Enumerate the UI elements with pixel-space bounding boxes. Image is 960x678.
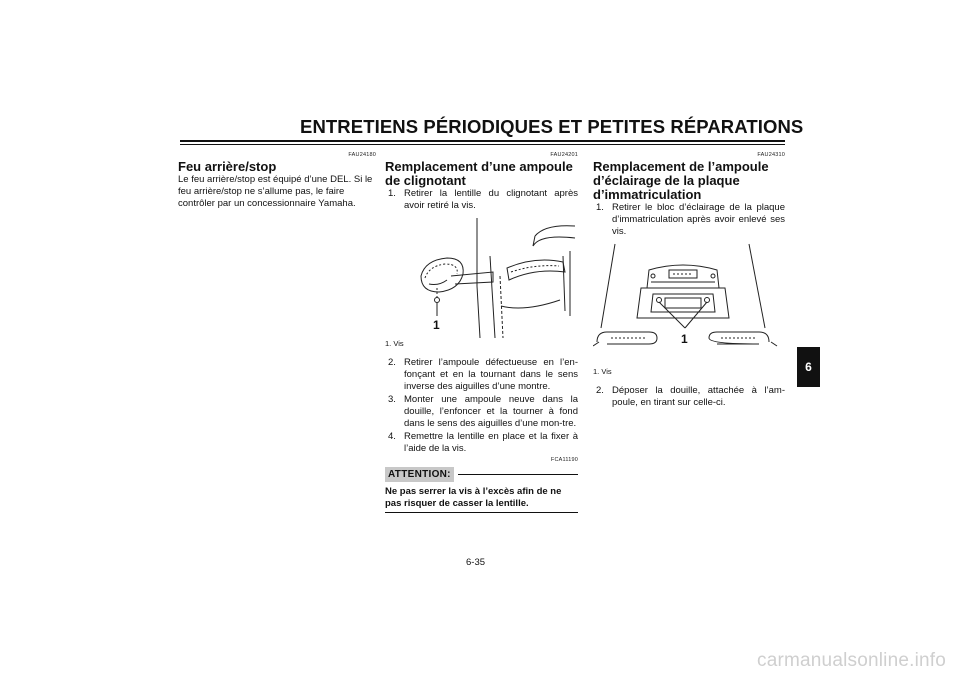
license-light-illustration xyxy=(593,242,783,366)
column-license-light xyxy=(593,152,785,410)
attention-text: Ne pas serrer la vis à l’excès afin de ne pas risquer de casser la lentille. xyxy=(385,486,578,513)
step-list xyxy=(385,357,578,455)
step-text: Monter une ampoule neuve dans la douille, l’enfoncer et la tourner à fond dans le sens des aiguilles d’une mon-tre. xyxy=(404,394,578,429)
section-body: Le feu arrière/stop est équipé d’une DEL. Si le feu arrière/stop ne s’allume pas, le faire contrôler par un concessionnaire Yamaha. xyxy=(178,174,373,209)
page-number: 6-35 xyxy=(466,557,486,568)
step-text: Déposer la douille, attachée à l’am-poule, en tirant sur celle-ci. xyxy=(612,385,785,408)
column-tail-light xyxy=(178,152,376,210)
turn-signal-figure xyxy=(385,216,578,348)
attention-code: FCA11190 xyxy=(550,457,578,463)
step-item xyxy=(593,385,785,409)
attention-box xyxy=(385,467,578,513)
step-list xyxy=(593,202,785,238)
figure-caption: 1. Vis xyxy=(593,367,612,376)
step-text: Remettre la lentille en place et la fixer à l’aide de la vis. xyxy=(404,431,578,454)
attention-label: ATTENTION: xyxy=(385,467,454,482)
step-text: Retirer la lentille du clignotant après avoir retiré la vis. xyxy=(404,188,578,211)
section-code: FAU24201 xyxy=(550,152,578,158)
section-title: Feu arrière/stop xyxy=(178,159,277,174)
watermark: carmanualsonline.info xyxy=(757,650,947,671)
section-code: FAU24180 xyxy=(348,152,376,158)
step-text: Retirer l’ampoule défectueuse en l’en-fonçant et en la tournant dans le sens inverse des aiguilles d’une montre. xyxy=(404,357,578,392)
step-text: Retirer le bloc d’éclairage de la plaque d’immatriculation après avoir enlevé ses vis. xyxy=(612,202,785,237)
section-title-line: d’immatriculation xyxy=(593,187,702,202)
section-code: FAU24310 xyxy=(757,152,785,158)
step-number: 4. xyxy=(388,431,396,442)
section-title xyxy=(593,160,785,202)
step-item xyxy=(385,431,578,455)
turn-signal-illustration xyxy=(385,216,578,338)
license-light-figure xyxy=(593,242,785,376)
figure-caption: 1. Vis xyxy=(385,339,404,348)
step-list xyxy=(385,188,578,212)
column-turn-signal xyxy=(385,152,578,513)
step-item xyxy=(385,188,578,212)
step-item xyxy=(593,202,785,238)
step-list xyxy=(593,385,785,409)
step-item xyxy=(385,357,578,393)
header-rule-thin xyxy=(180,144,785,145)
chapter-tab: 6 xyxy=(797,347,820,387)
section-title xyxy=(385,160,578,188)
step-number: 1. xyxy=(596,202,604,213)
section-title-line: Remplacement de l’ampoule xyxy=(593,159,769,174)
section-title-line: Remplacement d’une ampoule xyxy=(385,159,573,174)
attention-rule xyxy=(458,474,578,475)
step-number: 2. xyxy=(388,357,396,368)
step-number: 3. xyxy=(388,394,396,405)
step-number: 2. xyxy=(596,385,604,396)
step-item xyxy=(385,394,578,430)
figure-callout: 1 xyxy=(681,332,688,346)
header-rule xyxy=(180,140,785,142)
page-header-title: ENTRETIENS PÉRIODIQUES ET PETITES RÉPARATIONS xyxy=(300,116,804,137)
section-title-line: d’éclairage de la plaque xyxy=(593,173,740,188)
section-title-line: de clignotant xyxy=(385,173,466,188)
figure-callout: 1 xyxy=(433,318,440,332)
step-number: 1. xyxy=(388,188,396,199)
